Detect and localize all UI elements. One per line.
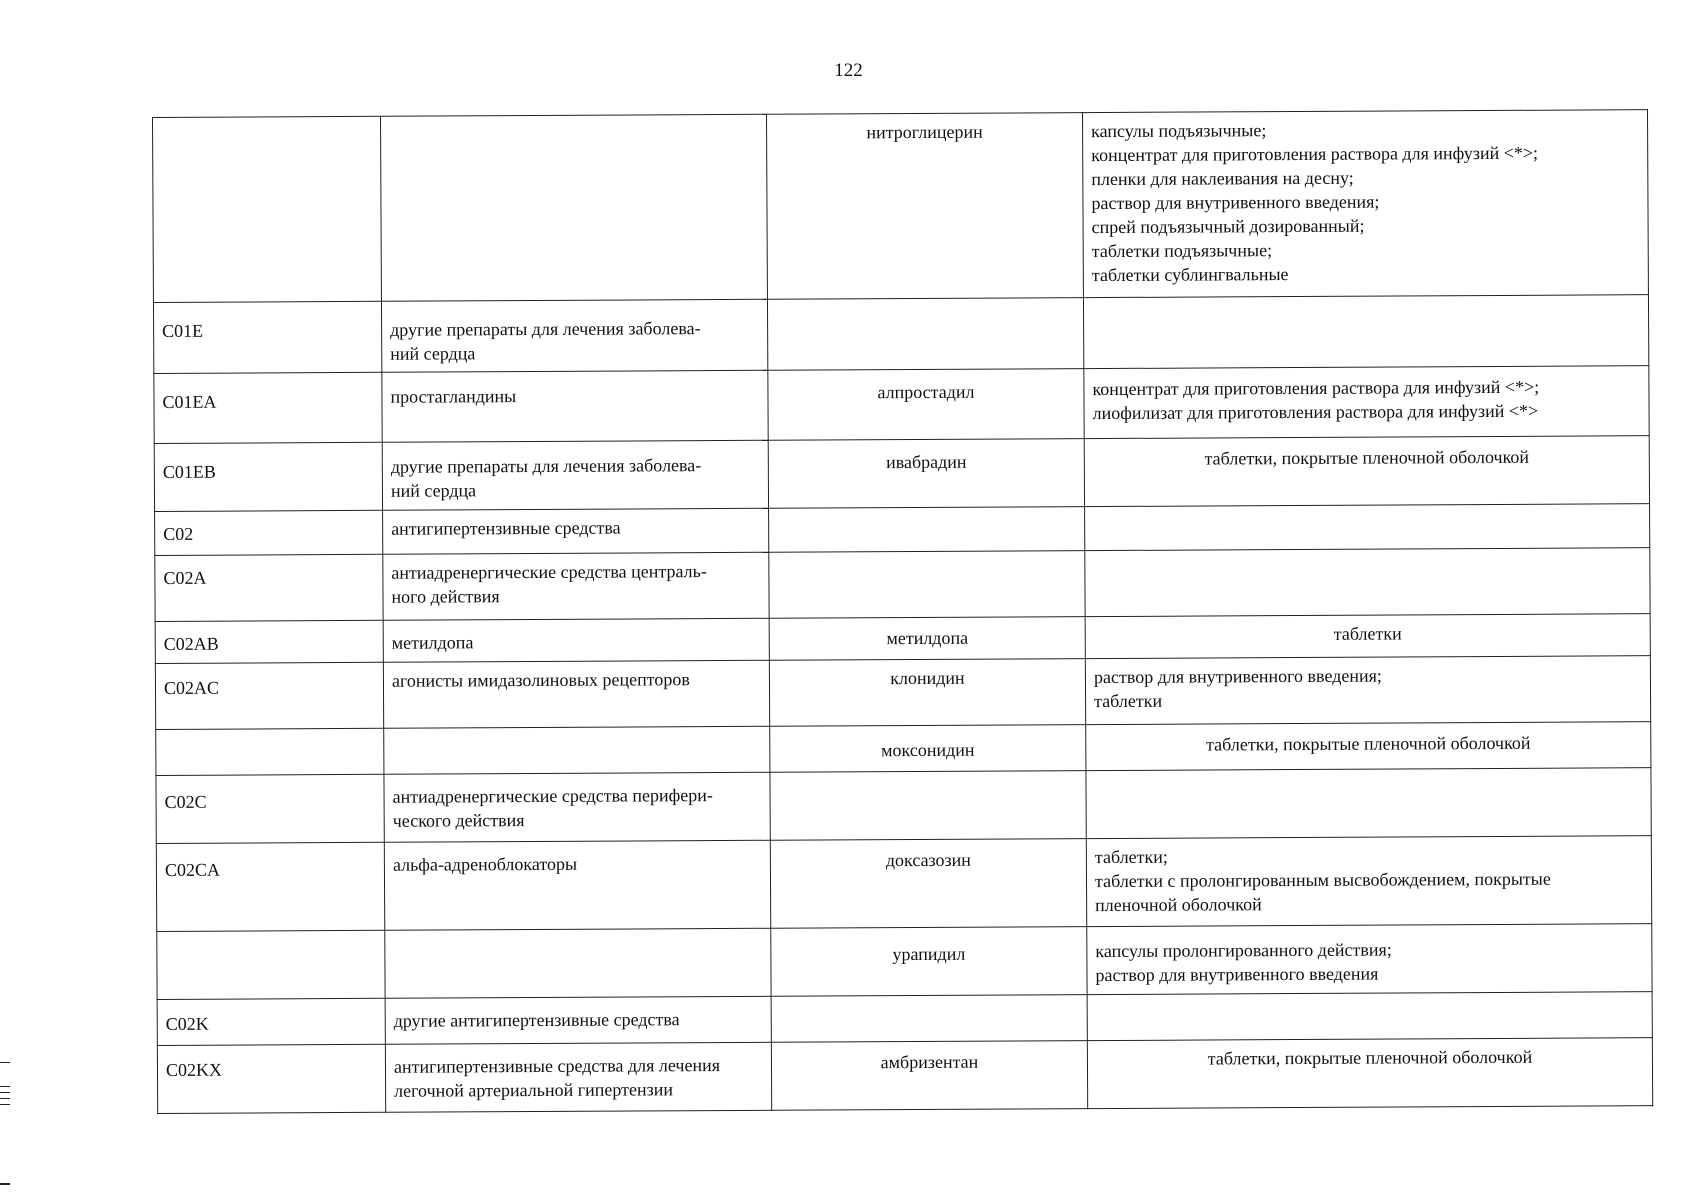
group-name-cell xyxy=(385,928,771,998)
atc-code-cell: C02K xyxy=(157,998,385,1045)
dosage-forms-cell: таблетки, покрытые пленочной оболочкой xyxy=(1087,1038,1652,1109)
dosage-forms-cell: таблетки, покрытые пленочной оболочкой xyxy=(1086,722,1651,771)
binding-mark xyxy=(0,1183,10,1185)
atc-code-cell: C02CA xyxy=(156,842,384,931)
binding-mark xyxy=(0,1104,10,1105)
drug-table xyxy=(152,109,1653,1114)
drug-name-cell: нитроглицерин xyxy=(766,113,1083,300)
group-name-cell: метилдопа xyxy=(383,618,769,662)
table-row xyxy=(154,436,1649,512)
atc-code-cell: C01E xyxy=(153,301,381,373)
drug-name-cell: доксазозин xyxy=(770,839,1086,929)
group-name-cell: простагландины xyxy=(382,370,768,442)
group-name-cell: антиадренергические средства централь- ного действия xyxy=(383,552,769,620)
dosage-forms-cell: капсулы пролонгированного действия; раствор для внутривенного введения xyxy=(1087,924,1652,995)
table-row xyxy=(156,836,1651,932)
drug-name-cell: метилдопа xyxy=(769,617,1085,661)
table-row xyxy=(156,722,1651,776)
group-name-cell: агонисты имидазолиновых рецепторов xyxy=(383,660,769,728)
table-row xyxy=(155,548,1650,622)
table-row xyxy=(157,1038,1652,1114)
drug-name-cell xyxy=(769,507,1085,553)
atc-code-cell: C02AC xyxy=(155,662,383,729)
group-name-cell xyxy=(384,726,770,774)
dosage-forms-cell: таблетки, покрытые пленочной оболочкой xyxy=(1084,436,1649,507)
group-name-cell: другие препараты для лечения заболева- ний сердца xyxy=(381,299,767,372)
drug-name-cell: ивабрадин xyxy=(768,439,1084,509)
table-row xyxy=(155,656,1650,730)
atc-code-cell xyxy=(156,728,384,775)
group-name-cell: другие препараты для лечения заболева- ний сердца xyxy=(382,440,768,510)
table-row xyxy=(157,924,1652,1000)
dosage-forms-cell xyxy=(1087,992,1652,1041)
drug-name-cell: урапидил xyxy=(771,927,1087,997)
drug-name-cell: амбризентан xyxy=(771,1041,1087,1111)
atc-code-cell: C02KX xyxy=(157,1044,385,1113)
atc-code-cell xyxy=(153,116,382,302)
dosage-forms-cell: таблетки xyxy=(1085,614,1650,659)
atc-code-cell: C02A xyxy=(155,554,383,621)
table-row xyxy=(157,992,1652,1046)
binding-mark xyxy=(0,1086,10,1087)
drug-name-cell: моксонидин xyxy=(770,725,1086,773)
group-name-cell xyxy=(380,114,767,301)
dosage-forms-cell xyxy=(1083,295,1648,369)
atc-code-cell: C01EB xyxy=(154,442,382,511)
group-name-cell: другие антигипертензивные средства xyxy=(385,996,771,1044)
binding-mark xyxy=(0,1098,10,1099)
group-name-cell: антигипертензивные средства для лечения легочной артериальной гипертензии xyxy=(385,1042,771,1112)
dosage-forms-cell xyxy=(1085,548,1650,617)
drug-name-cell xyxy=(771,995,1087,1043)
drug-name-cell xyxy=(767,298,1083,371)
group-name-cell: антигипертензивные средства xyxy=(383,508,769,554)
group-name-cell: альфа-адреноблокаторы xyxy=(384,840,770,930)
dosage-forms-cell: раствор для внутривенного введения; таблетки xyxy=(1085,656,1650,725)
dosage-forms-cell: капсулы подъязычные; концентрат для приготовления раствора для инфузий <*>; пленки для наклеивания на десну; раствор для внутривенного введения; спрей подъязычный дозированный; таблетки подъязычные; таблетки сублингвальные xyxy=(1082,110,1648,298)
dosage-forms-cell: таблетки; таблетки с пролонгированным высвобождением, покрытые пленочной оболочкой xyxy=(1086,836,1651,927)
drug-name-cell xyxy=(769,551,1085,619)
drug-name-cell: алпростадил xyxy=(768,369,1084,441)
atc-code-cell: C02 xyxy=(155,510,383,555)
dosage-forms-cell xyxy=(1085,504,1650,551)
page-number: 122 xyxy=(834,60,863,81)
dosage-forms-cell: концентрат для приготовления раствора для инфузий <*>; лиофилизат для приготовления раствора для инфузий <*> xyxy=(1084,366,1649,439)
binding-mark xyxy=(0,1092,10,1093)
table-row xyxy=(156,768,1651,844)
atc-code-cell: C01EA xyxy=(154,372,382,443)
dosage-forms-cell xyxy=(1086,768,1651,839)
table-row xyxy=(154,366,1649,444)
drug-name-cell xyxy=(770,771,1086,841)
group-name-cell: антиадренергические средства перифери- ческого действия xyxy=(384,772,770,842)
table-row xyxy=(155,504,1650,556)
drug-name-cell: клонидин xyxy=(769,659,1085,727)
atc-code-cell: C02C xyxy=(156,774,384,843)
atc-code-cell: C02AB xyxy=(155,620,383,663)
table-row xyxy=(153,110,1649,303)
binding-mark xyxy=(0,1062,10,1063)
atc-code-cell xyxy=(157,930,385,999)
table-row xyxy=(153,295,1648,374)
